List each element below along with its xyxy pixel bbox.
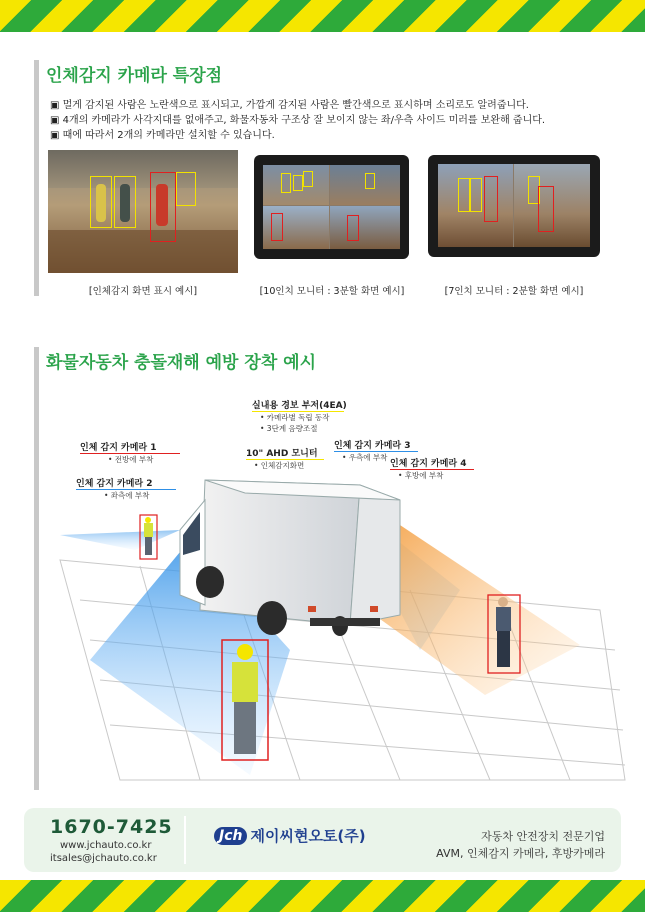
feature-line-1: ▣ 멀게 감지된 사람은 노란색으로 표시되고, 가깝게 감지된 사람은 빨간색으로 표시하며 소리로도 알려줍니다. xyxy=(50,100,529,111)
buzzer-label-sub2: • 3단계 음량조절 xyxy=(260,424,318,433)
buzzer-label-title: 실내용 경보 부저(4EA) xyxy=(252,401,347,411)
camera2-label xyxy=(76,476,176,501)
camera4-label-title: 인체 감지 카메라 4 xyxy=(390,459,467,469)
caption-photo-example: [인체감지 화면 표시 예시] xyxy=(88,286,198,297)
company-logo xyxy=(214,825,366,846)
camera4-label xyxy=(390,456,474,481)
caption-7inch-monitor: [7인치 모니터 : 2분할 화면 예시] xyxy=(444,286,584,297)
section2-side-bar xyxy=(34,347,39,790)
camera2-label-sub1: • 좌측에 부착 xyxy=(104,491,150,500)
company-name: 제이씨현오토(주) xyxy=(250,827,366,845)
section1-side-bar xyxy=(34,60,39,296)
camera4-label-sub1: • 후방에 부착 xyxy=(398,471,444,480)
camera2-label-title: 인체 감지 카메라 2 xyxy=(76,479,153,489)
monitor-7inch-screen xyxy=(438,164,590,247)
monitor-7inch-example xyxy=(428,155,600,257)
footer-divider xyxy=(184,816,186,864)
monitor-label-title: 10" AHD 모니터 xyxy=(246,449,318,459)
footer-email[interactable]: itsales@jchauto.co.kr xyxy=(50,853,157,864)
yellow-detection-box xyxy=(176,172,196,206)
footer-website[interactable]: www.jchauto.co.kr xyxy=(60,840,152,851)
monitor-10inch-screen xyxy=(263,165,400,249)
camera3-label-title: 인체 감지 카메라 3 xyxy=(334,441,411,451)
monitor-label-sub1: • 인체감지화면 xyxy=(254,461,305,470)
bottom-stripe-border xyxy=(0,880,645,912)
section2-title: 화물자동차 충돌재해 예방 장착 예시 xyxy=(46,353,317,373)
feature-line-2: ▣ 4개의 카메라가 사각지대를 없애주고, 화물자동차 구조상 잘 보이지 않는 좌/우측 사이드 미러를 보완해 줍니다. xyxy=(50,115,546,126)
footer-phone: 1670-7425 xyxy=(50,816,173,838)
footer-tagline-1: 자동차 안전장치 전문기업 xyxy=(481,830,605,843)
detection-photo-example xyxy=(48,150,238,273)
camera1-label-sub1: • 전방에 부착 xyxy=(108,455,154,464)
company-logo-mark: Jch xyxy=(214,827,247,845)
camera3-label-sub1: • 우측에 부착 xyxy=(342,453,388,462)
camera1-label-title: 인체 감지 카메라 1 xyxy=(80,443,157,453)
buzzer-label-sub1: • 카메라별 독립 동작 xyxy=(260,413,330,422)
footer-tagline-2: AVM, 인체감지 카메라, 후방카메라 xyxy=(436,847,605,860)
top-stripe-border xyxy=(0,0,645,32)
camera1-label xyxy=(80,440,180,465)
feature-line-3: ▣ 때에 따라서 2개의 카메라만 설치할 수 있습니다. xyxy=(50,130,275,141)
footer-contact-panel xyxy=(24,808,621,872)
buzzer-label xyxy=(252,398,347,434)
monitor-10inch-example xyxy=(254,155,409,259)
monitor-label xyxy=(246,446,324,471)
caption-10inch-monitor: [10인치 모니터 : 3분할 화면 예시] xyxy=(259,286,405,297)
section1-title: 인체감지 카메라 특장점 xyxy=(46,66,223,86)
